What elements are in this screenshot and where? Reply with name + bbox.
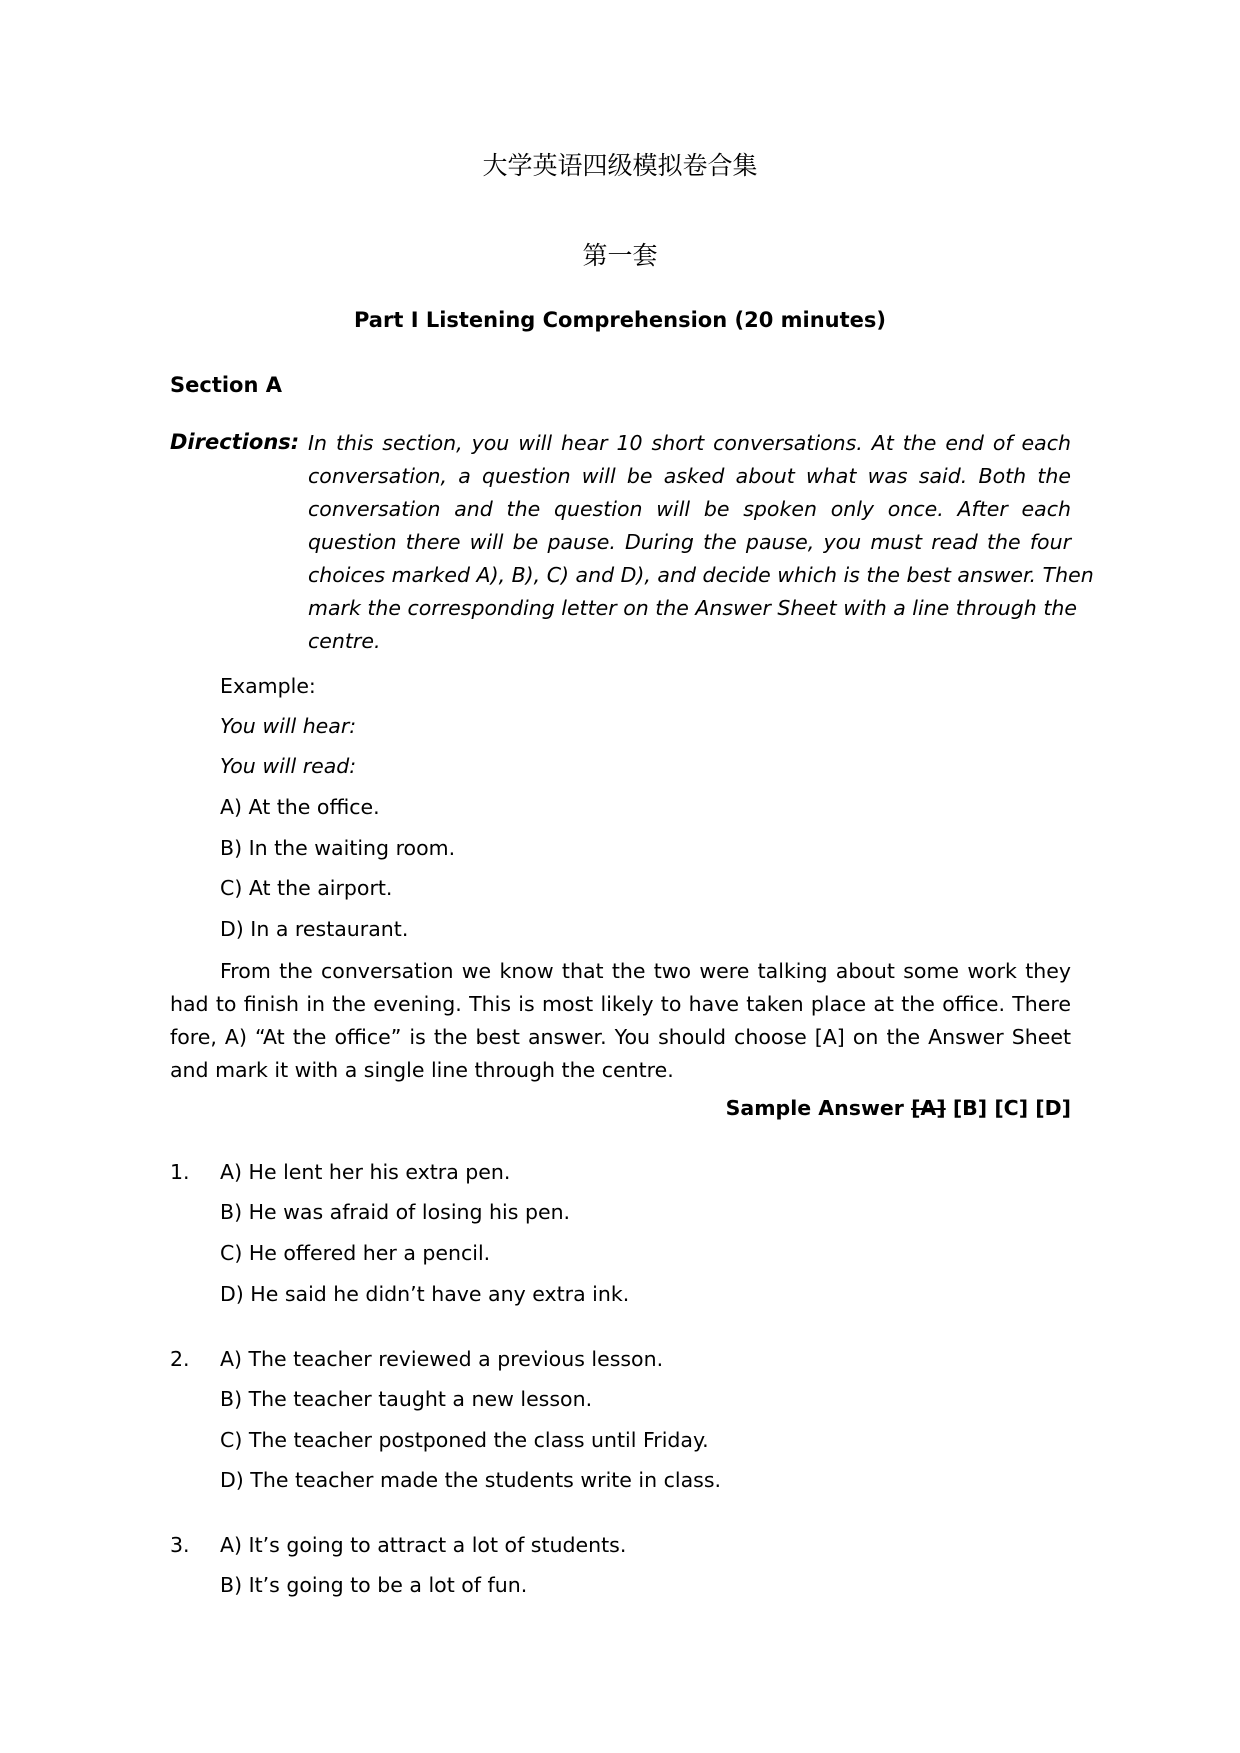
explanation-line: had to finish in the evening. This is most likely to have taken place at the office. There [170, 992, 1071, 1016]
directions-line: choices marked A), B), C) and D), and decide which is the best answer. Then [308, 563, 1094, 587]
set-title: 第一套 [582, 241, 658, 270]
question-option: B) He was afraid of losing his pen. [220, 1200, 571, 1224]
example-explanation [170, 955, 1071, 1087]
example-label: Example: [220, 674, 316, 698]
question-option: A) He lent her his extra pen. [220, 1160, 511, 1184]
directions-line: centre. [308, 629, 381, 653]
example-option: D) In a restaurant. [220, 917, 409, 941]
example-you-will-hear: You will hear: [220, 714, 357, 738]
example-option: B) In the waiting room. [220, 836, 456, 860]
question-number: 2. [170, 1347, 190, 1371]
question-option: A) It’s going to attract a lot of students. [220, 1533, 627, 1557]
directions-text [308, 427, 1094, 658]
sample-answer-other-options: [B] [C] [D] [952, 1096, 1071, 1120]
explanation-line: fore, A) “At the office” is the best answer. You should choose [A] on the Answer Sheet [170, 1025, 1071, 1049]
directions-line: conversation and the question will be spoken only once. After each [308, 497, 1071, 521]
directions-line: In this section, you will hear 10 short conversations. At the end of each [308, 431, 1071, 455]
section-title: Section A [170, 373, 282, 397]
example-option: A) At the office. [220, 795, 380, 819]
example-you-will-read: You will read: [220, 754, 357, 778]
question-option: D) He said he didn’t have any extra ink. [220, 1282, 630, 1306]
question-option: B) The teacher taught a new lesson. [220, 1387, 593, 1411]
sample-answer-struck-option: [A] [911, 1096, 946, 1120]
question-option: D) The teacher made the students write in class. [220, 1468, 722, 1492]
directions-label: Directions: [170, 430, 300, 454]
directions-line: mark the corresponding letter on the Answer Sheet with a line through the [308, 596, 1077, 620]
question-option: A) The teacher reviewed a previous lesson. [220, 1347, 664, 1371]
explanation-line: From the conversation we know that the two were talking about some work they [220, 959, 1071, 983]
document-title: 大学英语四级模拟卷合集 [482, 151, 758, 180]
question-option: B) It’s going to be a lot of fun. [220, 1573, 528, 1597]
directions-line: question there will be pause. During the pause, you must read the four [308, 530, 1071, 554]
part-title: Part I Listening Comprehension (20 minutes) [353, 308, 886, 332]
sample-answer-label: Sample Answer [725, 1096, 904, 1120]
example-option: C) At the airport. [220, 876, 393, 900]
question-number: 1. [170, 1160, 190, 1184]
question-number: 3. [170, 1533, 190, 1557]
directions-line: conversation, a question will be asked about what was said. Both the [308, 464, 1071, 488]
question-option: C) He offered her a pencil. [220, 1241, 491, 1265]
sample-answer [726, 1096, 1071, 1120]
explanation-line: and mark it with a single line through the centre. [170, 1058, 674, 1082]
question-option: C) The teacher postponed the class until Friday. [220, 1428, 709, 1452]
